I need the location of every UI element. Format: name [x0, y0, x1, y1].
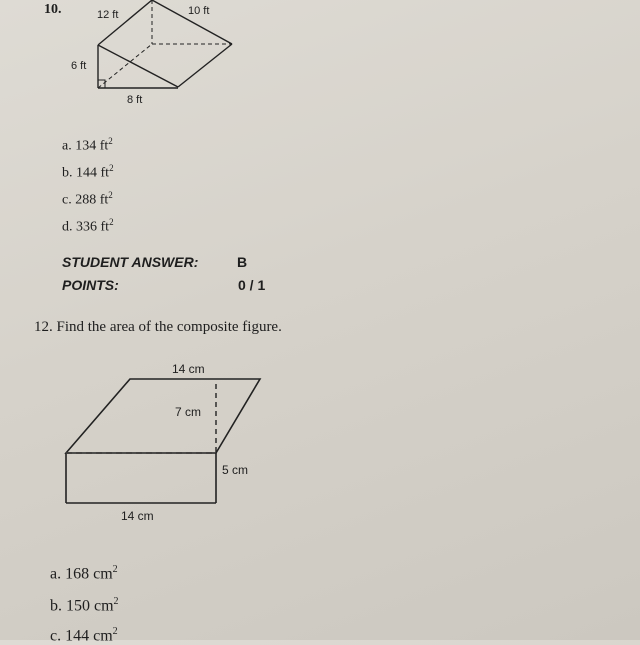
q12-choice-c: c. 144 $cm^2$	[50, 626, 118, 645]
q12-label-height: 7 cm	[175, 405, 202, 419]
q12-label-top: 14 cm	[172, 362, 205, 376]
q12-label-side: 5 cm	[222, 463, 249, 477]
question-10-number: 10.	[44, 2, 62, 17]
points-value: 0 / 1	[238, 277, 266, 293]
q12-choice-b: b. 150 $cm^2$	[50, 596, 119, 615]
q12-label-bottom: 14 cm	[121, 509, 154, 523]
question-12-prompt: Find the area of the composite figure.	[56, 319, 282, 335]
student-answer-label: STUDENT ANSWER:	[62, 254, 199, 270]
q10-label-top-right: 10 ft	[188, 5, 210, 17]
q10-choice-c: c. 288 $ft^2$	[62, 190, 113, 208]
q10-choice-d: d. 336 $ft^2$	[62, 217, 114, 235]
q12-composite-figure	[60, 372, 270, 512]
q12-choice-a: a. 168 $cm^2$	[50, 564, 118, 583]
points-label: POINTS:	[62, 277, 119, 293]
q10-label-bottom: 8 ft	[127, 94, 143, 106]
q10-label-top-left: 12 ft	[97, 9, 119, 21]
q10-choice-b: b. 144 $ft^2$	[62, 163, 114, 181]
student-answer-value: B	[237, 254, 248, 270]
q10-label-left: 6 ft	[71, 60, 87, 72]
q10-choice-a: a. 134 $ft^2$	[62, 136, 113, 154]
question-12-number: 12.	[34, 319, 53, 335]
question-12	[34, 319, 282, 336]
